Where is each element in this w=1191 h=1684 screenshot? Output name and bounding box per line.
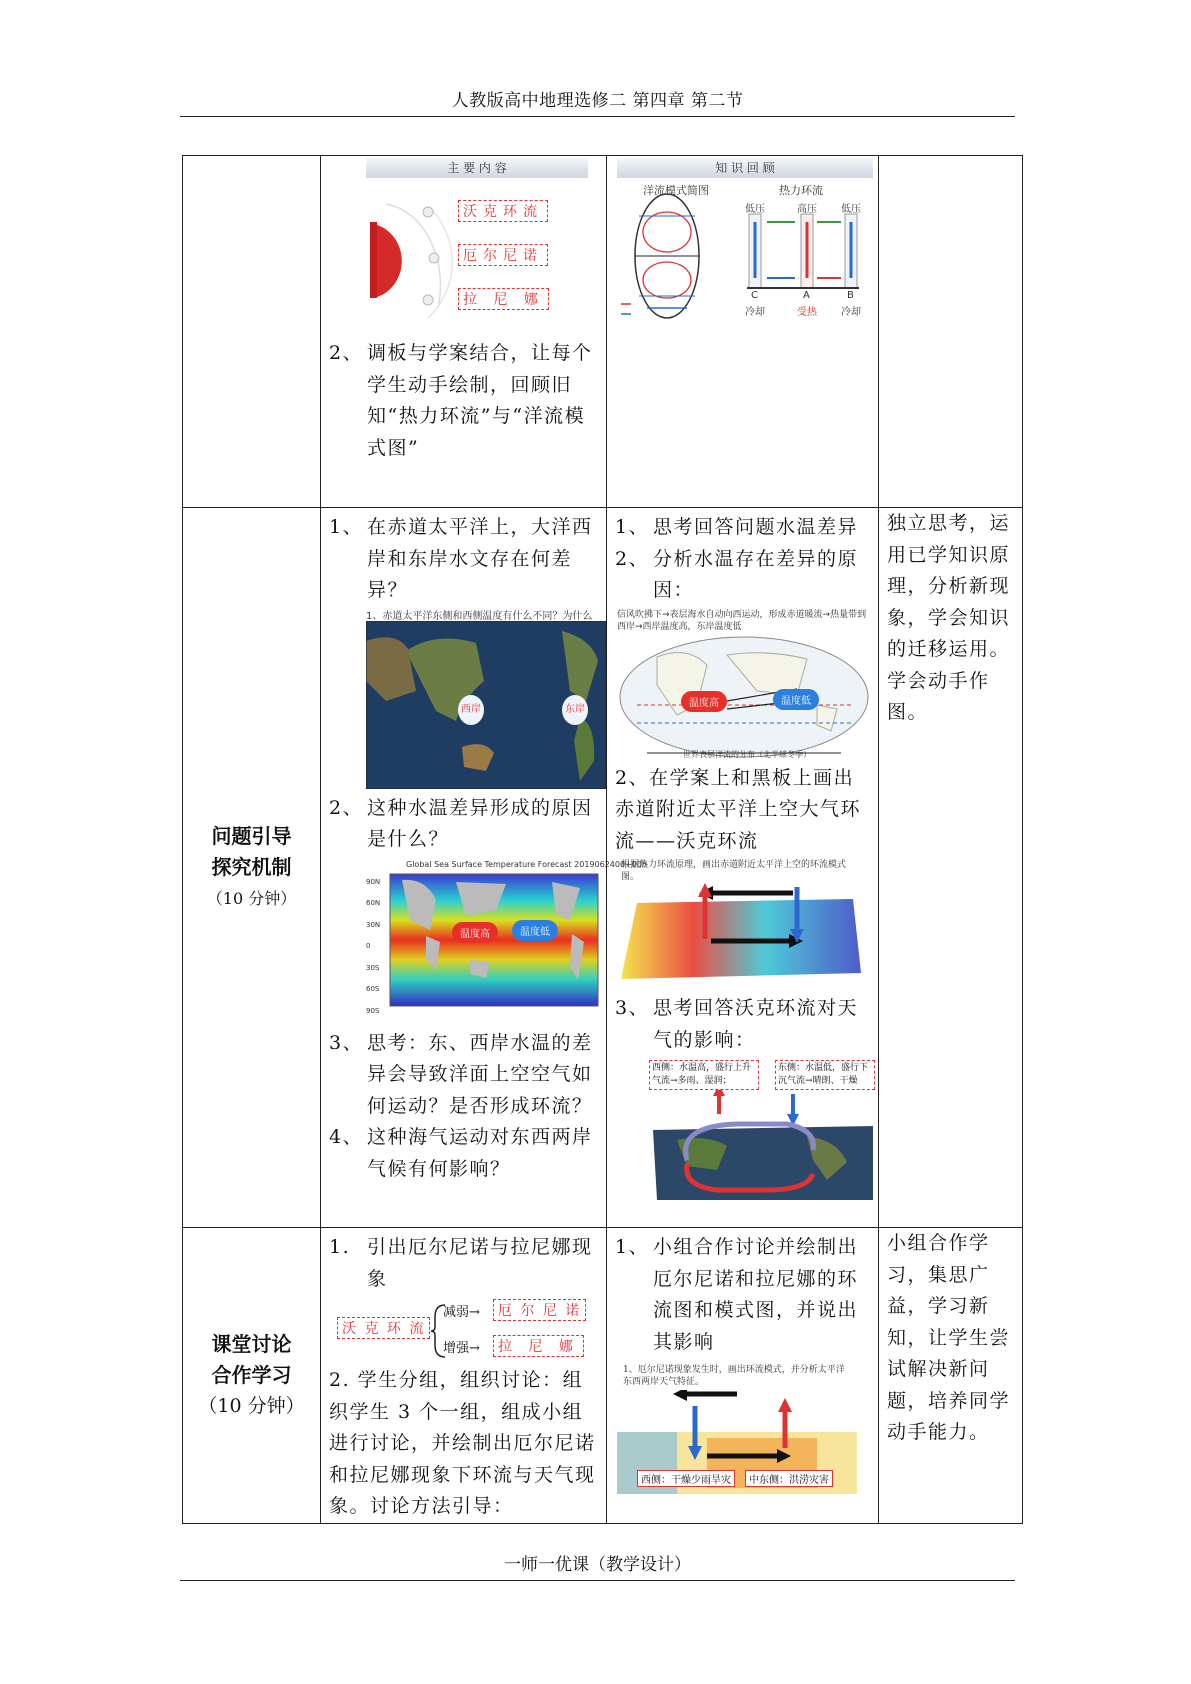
main-content-figure bbox=[366, 158, 588, 336]
item-number: 2、 bbox=[329, 796, 364, 819]
label-line: 合作学习 bbox=[211, 1362, 292, 1387]
item-text: 小组合作讨论并绘制出厄尔尼诺和拉尼娜的环流图和模式图，并说出其影响 bbox=[653, 1236, 859, 1353]
figure-caption: 1、厄尔尼诺现象发生时，画出环流模式，并分析太平洋东西两岸天气特征。 bbox=[623, 1365, 845, 1387]
warm-label: 温度高 bbox=[681, 691, 727, 712]
tick: 90S bbox=[366, 1006, 380, 1015]
teacher-activity-cell bbox=[321, 508, 647, 1228]
item-number: 2、 bbox=[329, 342, 364, 364]
lanina-box: 拉 尼 娜 bbox=[493, 1335, 584, 1357]
list-item bbox=[321, 1122, 606, 1185]
tick: 90N bbox=[366, 877, 381, 886]
lat-axis bbox=[366, 872, 380, 1023]
label-b: B bbox=[847, 290, 854, 301]
goals-text: 小组合作学习，集思广益，学习新知，让学生尝试解决新问题，培养同学动手能力。 bbox=[887, 1232, 1011, 1443]
teacher-para: 2. 学生分组，组织讨论：组织学生 3 个一组，组成小组进行讨论，并绘制出厄尔尼诺和拉尼娜现象下环流与天气现象。讨论方法引导： bbox=[329, 1369, 596, 1517]
student-activity-cell bbox=[607, 1228, 879, 1524]
caption-thermal: 热力环流 bbox=[779, 184, 823, 197]
tick: 60S bbox=[366, 985, 380, 993]
label-c: C bbox=[751, 290, 758, 301]
strengthen-label: 增强→ bbox=[443, 1341, 480, 1356]
pacific-satellite-map bbox=[366, 607, 606, 789]
tick: 60N bbox=[366, 899, 381, 907]
walker-cell-globe bbox=[617, 1090, 873, 1200]
item-number: 4、 bbox=[329, 1126, 364, 1148]
row-label-empty bbox=[183, 156, 321, 508]
walker-branch-diagram bbox=[321, 1295, 606, 1365]
east-effect: 中东侧：洪涝灾害 bbox=[745, 1470, 833, 1487]
list-item bbox=[321, 1232, 606, 1295]
table-row bbox=[183, 1228, 1023, 1524]
label-low-c: 低压 bbox=[745, 204, 765, 215]
item-number: 1. bbox=[329, 1236, 351, 1258]
goals-text: 独立思考，运用已学知识原理，分析新现象，学会知识的迁移运用。学会动手作图。 bbox=[887, 512, 1011, 723]
item-number: 1、 bbox=[615, 1236, 650, 1258]
label-heated: 受热 bbox=[797, 307, 817, 318]
elnino-figure bbox=[617, 1364, 857, 1494]
item-number: 3、 bbox=[615, 997, 650, 1019]
label-a: A bbox=[803, 290, 810, 301]
map-title: Global Sea Surface Temperature Forecast 2019062400+00h bbox=[406, 859, 647, 869]
east-coast-marker: 东岸 bbox=[562, 695, 588, 725]
tag-lanina: 拉 尼 娜 bbox=[458, 288, 549, 310]
student-activity-cell bbox=[607, 508, 879, 1228]
warm-label: 温度高 bbox=[452, 922, 498, 943]
item-number: 3、 bbox=[329, 1031, 364, 1054]
list-item bbox=[321, 793, 606, 856]
item-text: 思考：东、西岸水温的差异会导致洋面上空空气如何运动？是否形成环流？ bbox=[367, 1031, 593, 1117]
label-cool-b: 冷却 bbox=[841, 307, 861, 318]
label-low-b: 低压 bbox=[841, 204, 861, 215]
world-current-map bbox=[617, 635, 871, 763]
west-coast-marker: 西岸 bbox=[458, 695, 484, 725]
item-text: 这种海气运动对东西两岸气候有何影响？ bbox=[367, 1126, 593, 1180]
row-label bbox=[183, 508, 321, 1228]
west-effect: 西侧：干燥少雨旱灾 bbox=[637, 1470, 735, 1487]
tick: 0 bbox=[366, 942, 371, 950]
east-weather-note: 东侧：水温低，盛行下沉气流→晴朗、干燥 bbox=[775, 1060, 875, 1090]
header-rule bbox=[180, 116, 1015, 117]
item-text: 思考回答沃克环流对天气的影响： bbox=[653, 997, 859, 1051]
student-activity-cell bbox=[607, 156, 879, 508]
list-item bbox=[607, 544, 878, 607]
item-number: 1、 bbox=[615, 516, 650, 538]
tag-walker: 沃克环流 bbox=[458, 200, 548, 222]
map-caption: 1、赤道太平洋东侧和西侧温度有什么不同？为什么 bbox=[366, 607, 606, 621]
elnino-box: 厄 尔 尼 诺 bbox=[493, 1299, 586, 1321]
caption-ocean-model: 洋流模式简图 bbox=[643, 184, 709, 197]
goals-cell-empty bbox=[879, 156, 1023, 508]
west-weather-note: 西侧：水温高，盛行上升气流→多雨、湿润； bbox=[649, 1060, 759, 1090]
item-text: 这种水温差异形成的原因是什么？ bbox=[367, 796, 593, 850]
walker-weather-figure bbox=[617, 1060, 873, 1200]
duration: （10 分钟） bbox=[198, 1394, 305, 1417]
page-header: 人教版高中地理选修二 第四章 第二节 bbox=[451, 91, 744, 111]
tag-elnino: 厄尔尼诺 bbox=[458, 244, 548, 266]
label-line: 问题引导 bbox=[211, 824, 292, 848]
item-number: 1、 bbox=[329, 516, 364, 538]
tick: 30S bbox=[366, 963, 380, 972]
ocean-current-world-map bbox=[617, 609, 871, 761]
label-line: 探究机制 bbox=[211, 855, 292, 879]
footer-rule bbox=[180, 1580, 1015, 1581]
goals-cell bbox=[879, 1228, 1023, 1524]
item-text: 引出厄尔尼诺与拉尼娜现象 bbox=[367, 1236, 593, 1290]
walker-sst-map bbox=[617, 883, 873, 993]
figure-banner: 知 识 回 顾 bbox=[617, 158, 873, 178]
list-item bbox=[321, 1028, 606, 1123]
list-item bbox=[321, 512, 606, 607]
list-item bbox=[607, 1232, 878, 1358]
item-number: 2、 bbox=[615, 547, 650, 570]
item-text: 分析水温存在差异的原因： bbox=[653, 547, 859, 601]
tick: 30N bbox=[366, 920, 381, 929]
table-row bbox=[183, 508, 1023, 1228]
duration: （10 分钟） bbox=[206, 889, 297, 908]
sst-forecast-map bbox=[366, 859, 647, 1020]
list-item bbox=[321, 338, 606, 464]
table-row bbox=[183, 156, 1023, 508]
knowledge-review-figure bbox=[617, 158, 873, 326]
walker-circulation-draw-figure bbox=[617, 859, 873, 989]
ocean-current-model-diagram bbox=[617, 158, 873, 326]
walker-box: 沃 克 环 流 bbox=[337, 1317, 430, 1339]
label-line: 课堂讨论 bbox=[211, 1331, 292, 1356]
map-caption: 根据热力环流原理，画出赤道附近太平洋上空的环流模式图。 bbox=[621, 860, 847, 882]
weaken-label: 减弱→ bbox=[443, 1305, 480, 1320]
list-item bbox=[607, 512, 878, 544]
sst-heatmap bbox=[366, 870, 602, 1030]
label-cool-c: 冷却 bbox=[745, 307, 765, 318]
map-footer: 世界表层洋流的分布（北半球冬季） bbox=[683, 749, 811, 759]
page-footer: 一师一优课（教学设计） bbox=[504, 1555, 691, 1575]
cold-label: 温度低 bbox=[512, 920, 558, 941]
figure-banner: 主 要 内 容 bbox=[366, 158, 588, 178]
map-caption: 信风吹拂下→表层海水自动向西运动，形成赤道暖流→热量带到西岸→西岸温度高，东岸温度低 bbox=[617, 609, 867, 632]
item-text: 调板与学案结合，让每个学生动手绘制，回顾旧知“热力环流”与“洋流模式图” bbox=[367, 342, 593, 459]
lesson-table bbox=[182, 155, 1023, 1524]
cold-label: 温度低 bbox=[773, 689, 819, 710]
student-para-2: 2、在学案上和黑板上画出赤道附近太平洋上空大气环流——沃克环流 bbox=[615, 766, 862, 852]
row-label bbox=[183, 1228, 321, 1524]
label-high-a: 高压 bbox=[797, 204, 817, 215]
list-item bbox=[607, 993, 878, 1056]
item-text: 在赤道太平洋上，大洋西岸和东岸水文存在何差异？ bbox=[367, 516, 593, 601]
teacher-activity-cell bbox=[321, 156, 607, 508]
teacher-activity-cell bbox=[321, 1228, 607, 1524]
goals-cell bbox=[879, 508, 1023, 1228]
item-text: 思考回答问题水温差异 bbox=[653, 516, 859, 538]
